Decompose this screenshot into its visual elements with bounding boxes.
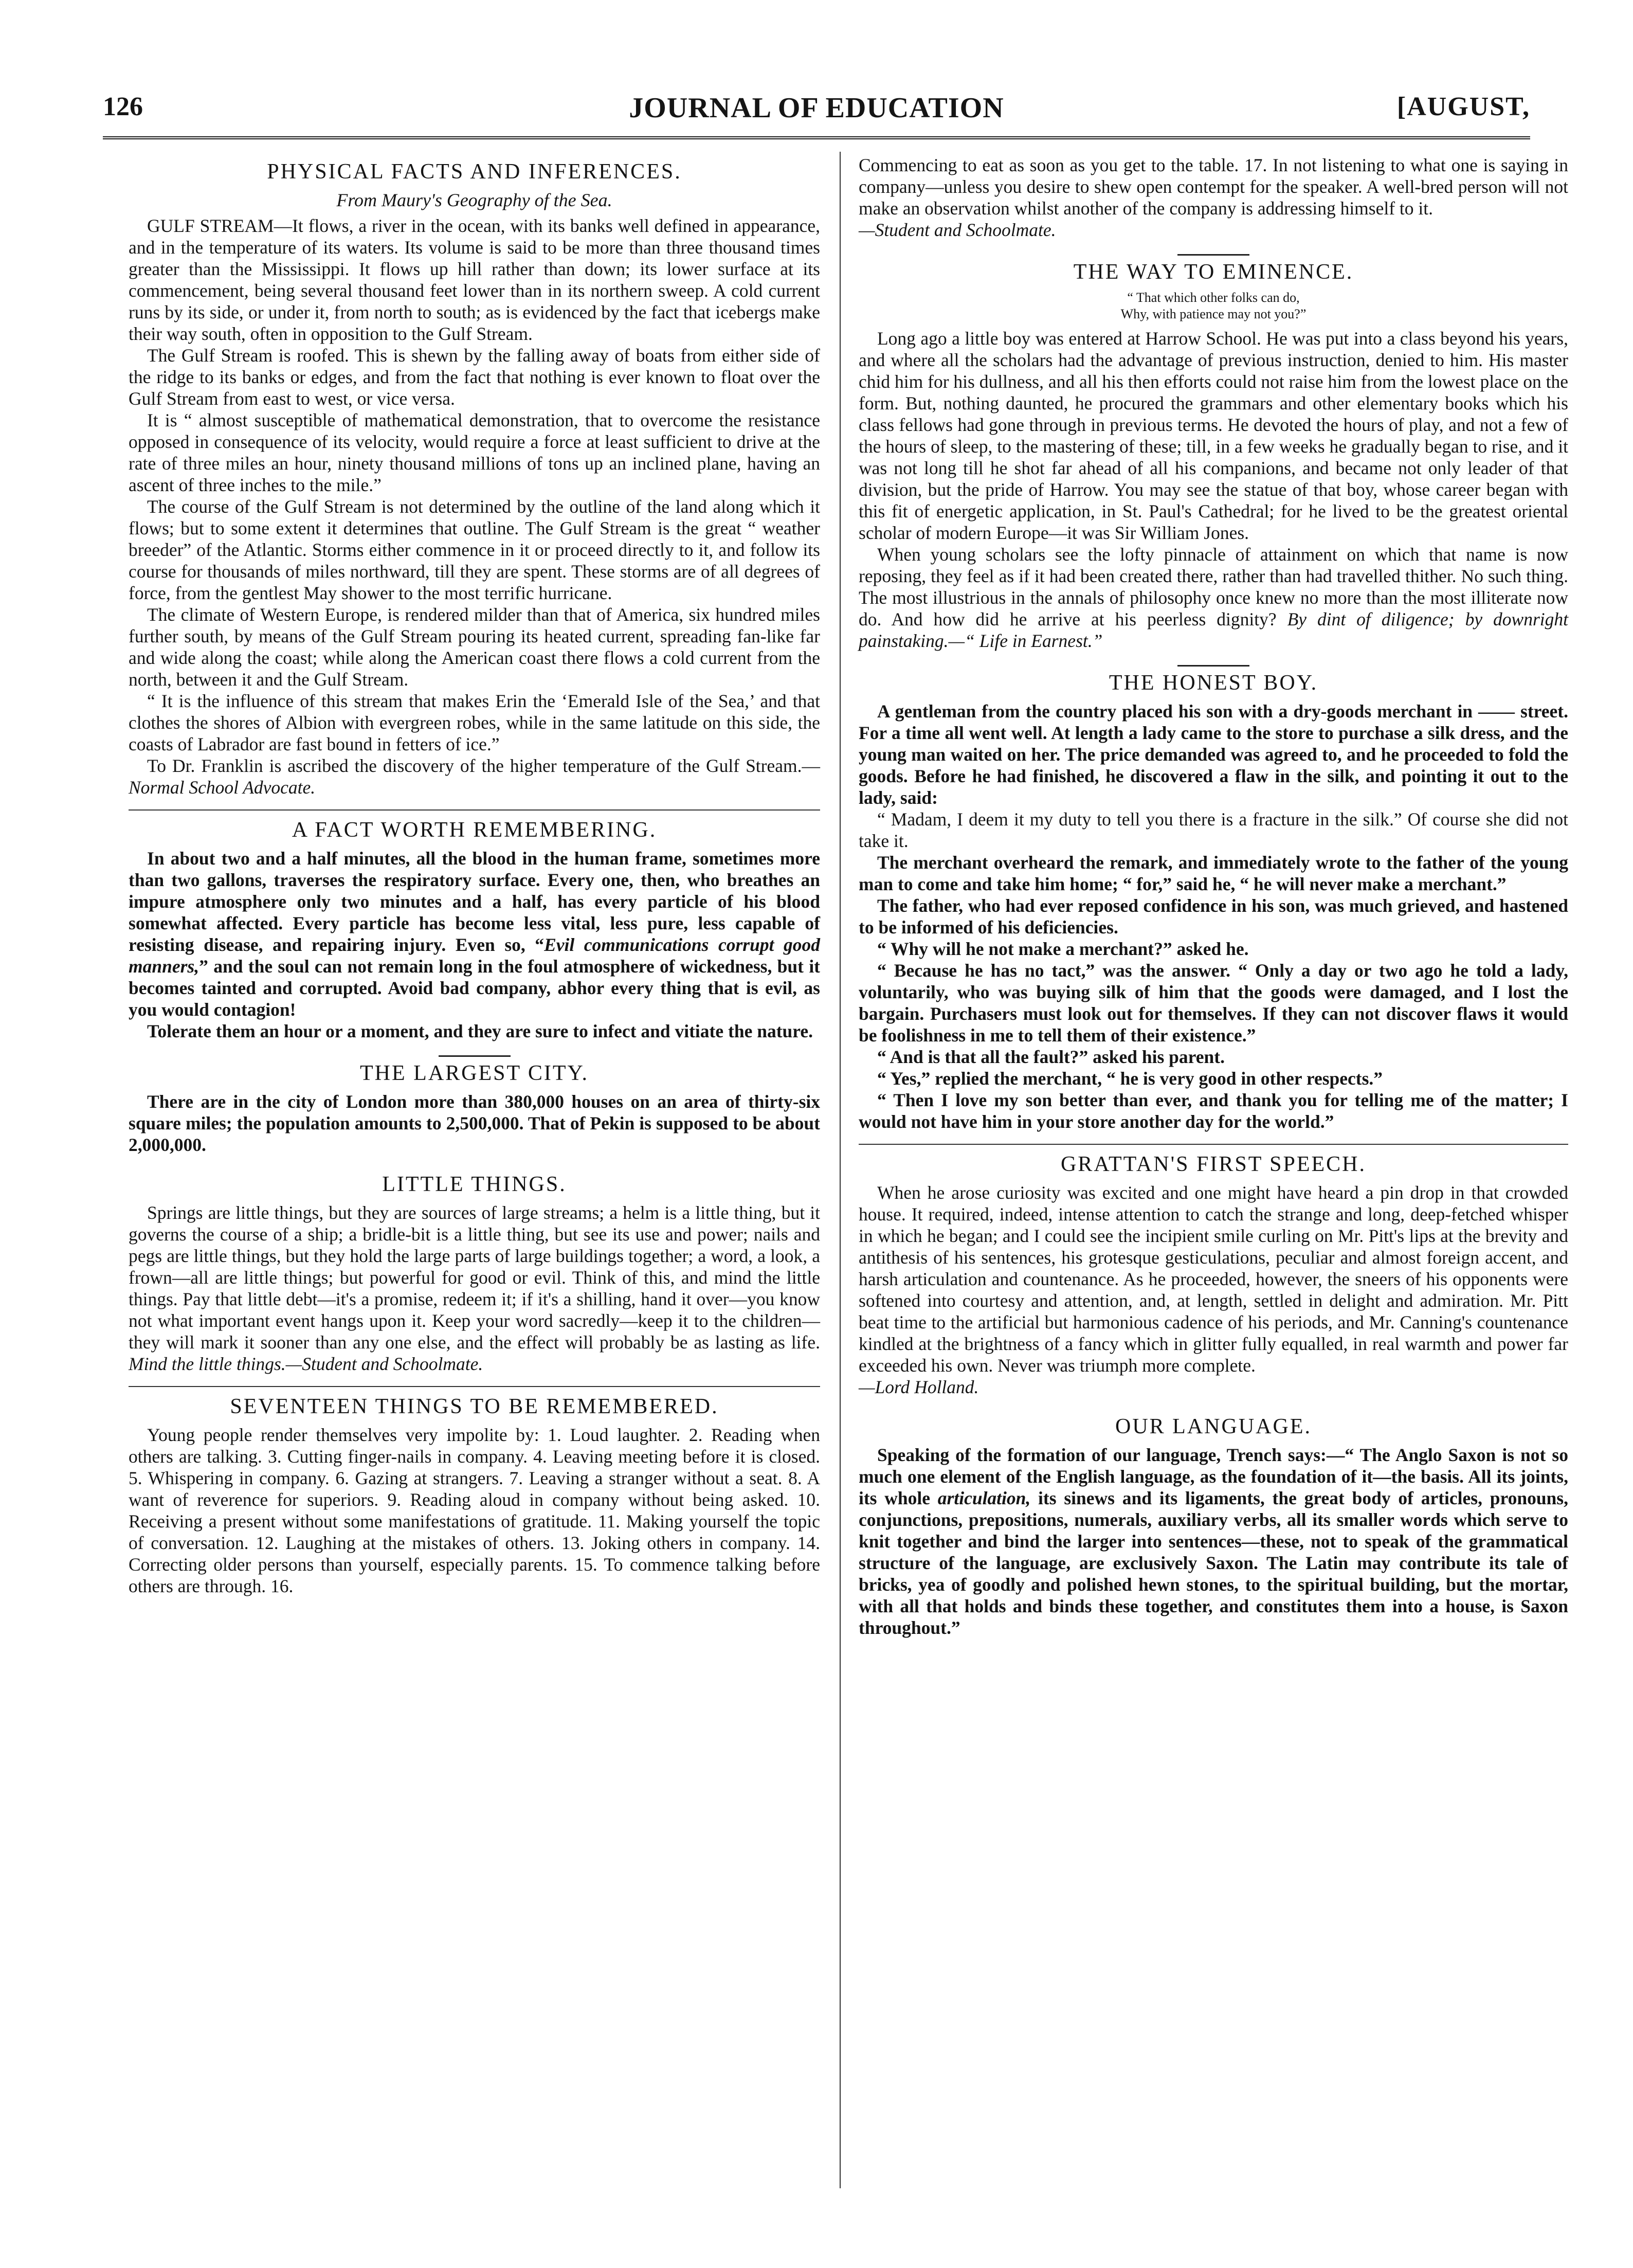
article-little-things — [129, 1172, 820, 1375]
article-separator — [129, 809, 820, 811]
article-title: OUR LANGUAGE. — [1115, 1415, 1312, 1438]
source-citation: By dint of diligence; by downright painstaking.—“ Life in Earnest.” — [859, 609, 1568, 651]
article-separator — [1177, 254, 1249, 256]
epigraph-line: Why, with patience may not you?” — [1120, 307, 1307, 321]
source-citation: —Student and Schoolmate. — [859, 220, 1056, 240]
paragraph-text: In about two and a half minutes, all the blood in the human frame, sometimes more than two gallons, traverses the respiratory surface. Every one, then, who breathes an impure atmosphere only two minutes and a half, has every particle of his blood somewhat affected. Every particle has become less vital, less pure, less capable of resisting disease, and repairing injury. Even so, “ — [129, 848, 820, 955]
right-column — [859, 154, 1568, 1645]
article-title: THE WAY TO EMINENCE. — [1073, 260, 1354, 284]
article-title: PHYSICAL FACTS AND INFERENCES. — [267, 160, 682, 184]
article-title: LITTLE THINGS. — [382, 1173, 567, 1196]
paragraph: Commencing to eat as soon as you get to the table. 17. In not listening to what one is saying in company—unless you desire to shew open contempt for the speaker. A well-bred person will not make an observation whilst another of the company is addressing himself to it. — [859, 155, 1568, 219]
paragraph: Long ago a little boy was entered at Harrow School. He was put into a class beyond his years, and where all the scholars had the advantage of previous instruction, denied to him. His master chid him for his dullness, and all his then efforts could not raise him from the lowest place on the form. But, nothing daunted, he procured the grammars and other elementary books which his class fellows had gone through in previous terms. He devoted the hours of play, and not a few of the hours of sleep, to the mastering of these; till, in a few weeks he gradually began to rise, and it was not long till he shot far ahead of all his companions, and became not only leader of that division, but the pride of Harrow. You may see the statue of that boy, whose career began with this fit of energetic application, in St. Paul's Cathedral; for he lived to be the greatest oriental scholar of modern Europe—it was Sir William Jones. — [859, 328, 1568, 543]
article-largest-city — [129, 1061, 820, 1156]
paragraph: “ It is the influence of this stream that makes Erin the ‘Emerald Isle of the Sea,’ and that clothes the shores of Albion with evergreen robes, while in the same latitude on this side, the coasts of Labrador are fast bound in fetters of ice.” — [129, 691, 820, 754]
article-way-to-eminence — [859, 260, 1568, 652]
article-separator — [1177, 665, 1249, 667]
paragraph — [129, 1202, 820, 1375]
paragraph: “ Because he has no tact,” was the answer. “ Only a day or two ago he told a lady, voluntarily, who was buying silk of him that the goods were damaged, and I lost the bargain. Purchasers must look out for themselves. If they can not discover flaws it would be foolishness in me to tell them of their existence.” — [859, 960, 1568, 1046]
quote-italic: articulation, — [937, 1488, 1031, 1508]
quote-italic: Evil communications corrupt good manners, — [129, 934, 820, 977]
paragraph: The climate of Western Europe, is rendered milder than that of America, six hundred miles further south, by means of the Gulf Stream pouring its heated current, spreading fan-like far and wide along the coast; while along the American coast there flows a cold current from the north, between it and the Gulf Stream. — [129, 604, 820, 690]
article-title: GRATTAN'S FIRST SPEECH. — [1060, 1153, 1367, 1176]
paragraph — [129, 755, 820, 798]
article-separator — [859, 1144, 1568, 1145]
paragraph: “ Then I love my son better than ever, and thank you for telling me of the matter; I would not have him in your store another day for the world.” — [859, 1090, 1568, 1132]
paragraph-text: its sinews and its ligaments, the great body of articles, pronouns, conjunctions, prepositions, numerals, auxiliary verbs, all its smaller words which serve to knit together and bind the larger into sentences—these, not to speak of the grammatical structure of the language, are exclusively Saxon. The Latin may contribute its tale of bricks, yea of goodly and polished hewn stones, to the spiritual building, but the mortar, with all that holds and binds these together, and constitutes them into a house, is Saxon throughout.” — [859, 1488, 1568, 1638]
header-month: [AUGUST, — [1396, 92, 1530, 121]
paragraph-text: To Dr. Franklin is ascribed the discovery of the higher temperature of the Gulf Stream.— — [147, 755, 820, 776]
paragraph: The course of the Gulf Stream is not determined by the outline of the land along which it flows; but to some extent it determines that outline. The Gulf Stream is the great “ weather breeder” of the Atlantic. Storms either commence in it or proceed directly to it, and follow its course for thousands of miles northward, till they are spent. These storms are of all degrees of force, from the gentlest May shower to the most terrific hurricane. — [129, 496, 820, 603]
source-citation: —Lord Holland. — [859, 1377, 979, 1397]
article-seventeen-things — [129, 1394, 820, 1597]
article-seventeen-continued — [859, 154, 1568, 241]
article-separator — [439, 1055, 511, 1057]
paragraph: There are in the city of London more than 380,000 houses on an area of thirty-six square miles; the population amounts to 2,500,000. That of Pekin is supposed to be about 2,000,000. — [129, 1091, 820, 1155]
paragraph-text: Springs are little things, but they are sources of large streams; a helm is a little thing, but it governs the course of a ship; a bridle-bit is a little thing, but see its use and power; nails and pegs are little things, but they hold the large parts of large buildings together; a word, a look, a frown—all are little things; but powerful for good or evil. Think of this, and mind the little things. Pay that little debt—it's a promise, redeem it; if it's a shilling, hand it over—you know not what important event hangs upon it. Keep your word sacredly—keep it to the children—they will mark it sooner than any one else, and the effect will probably be as lasting as life. — [129, 1202, 820, 1353]
paragraph-text: Speaking of the formation of our language, Trench says:—“ The Anglo Saxon is not so much one element of the English language, as the foundation of it—the basis. All its joints, its whole — [859, 1445, 1568, 1508]
journal-title: JOURNAL OF EDUCATION — [629, 92, 1004, 124]
article-separator — [129, 1386, 820, 1387]
article-grattan-speech — [859, 1152, 1568, 1398]
epigraph-line: “ That which other folks can do, — [1127, 290, 1300, 305]
paragraph-text: ” and the soul can not remain long in the foul atmosphere of wickedness, but it becomes tainted and corrupted. Avoid bad company, abhor every thing that is evil, as you would contagion! — [129, 956, 820, 1020]
page-number: 126 — [103, 92, 143, 121]
paragraph: “ Madam, I deem it my duty to tell you there is a fracture in the silk.” Of course she did not take it. — [859, 809, 1568, 851]
article-subtitle: From Maury's Geography of the Sea. — [336, 190, 612, 210]
source-citation: Mind the little things.—Student and Schoolmate. — [129, 1354, 483, 1374]
article-title: THE HONEST BOY. — [1109, 671, 1318, 695]
paragraph: It is “ almost susceptible of mathematical demonstration, that to overcome the resistance opposed in consequence of its velocity, would require a force at least sufficient to drive at the rate of three miles an hour, ninety thousand millions of tons up an inclined plane, having an ascent of three inches to the mile.” — [129, 410, 820, 495]
paragraph-text: When young scholars see the lofty pinnacle of attainment on which that name is now reposing, they feel as if it had been created there, rather than had travelled thither. No such thing. The most illustrious in the annals of philosophy once knew no more than the most illiterate now do. And how did he arrive at his peerless dignity? — [859, 544, 1568, 629]
paragraph: The merchant overheard the remark, and immediately wrote to the father of the young man to come and take him home; “ for,” said he, “ he will never make a merchant.” — [859, 852, 1568, 894]
paragraph: When he arose curiosity was excited and one might have heard a pin drop in that crowded house. It required, indeed, intense attention to catch the strange and long, deep-fetched whisper in which he began; and I could see the incipient smile curling on Mr. Pitt's lips at the brevity and antithesis of his sentences, his grotesque gesticulations, peculiar and almost foreign accent, and harsh articulation and countenance. As he proceeded, however, the sneers of his opponents were softened into courtesy and attention, and, at length, settled in delight and admiration. Mr. Pitt beat time to the artificial but harmonious cadence of his periods, and Mr. Canning's countenance kindled at the brightness of a fancy which in glitter fully equalled, in real warmth and power far exceeded his own. Never was triumph more complete. — [859, 1182, 1568, 1376]
paragraph: “ Why will he not make a merchant?” asked he. — [877, 939, 1249, 959]
paragraph: A gentleman from the country placed his son with a dry-goods merchant in —— street. For a time all went well. At length a lady came to the store to purchase a silk dress, and the young man waited on her. The price demanded was agreed to, and he proceeded to fold the goods. Before he had finished, he discovered a flaw in the silk, and pointing it out to the lady, said: — [859, 701, 1568, 808]
left-column — [129, 154, 820, 1603]
paragraph: “ Yes,” replied the merchant, “ he is very good in other respects.” — [877, 1068, 1383, 1089]
source-citation: Normal School Advocate. — [129, 777, 316, 798]
article-physical-facts — [129, 159, 820, 798]
epigraph — [859, 290, 1568, 322]
article-title: SEVENTEEN THINGS TO BE REMEMBERED. — [230, 1395, 719, 1418]
page-header — [103, 82, 1530, 129]
paragraph — [129, 848, 820, 1020]
paragraph — [859, 1444, 1568, 1639]
header-rule — [103, 136, 1530, 142]
paragraph: Tolerate them an hour or a moment, and they are sure to infect and vitiate the nature. — [147, 1021, 813, 1041]
paragraph: Young people render themselves very impolite by: 1. Loud laughter. 2. Reading when others are talking. 3. Cutting finger-nails in company. 4. Leaving meeting before it is closed. 5. Whispering in company. 6. Gazing at strangers. 7. Leaving a stranger without a seat. 8. A want of reverence for superiors. 9. Reading aloud in company without being asked. 10. Receiving a present without some manifestations of gratitude. 11. Making yourself the topic of conversation. 12. Laughing at the mistakes of others. 13. Joking others in company. 14. Correcting older persons than yourself, especially parents. 15. To commence talking before others are through. 16. — [129, 1425, 820, 1596]
article-title: A FACT WORTH REMEMBERING. — [292, 818, 657, 842]
paragraph: The father, who had ever reposed confidence in his son, was much grieved, and hastened to be informed of his deficiencies. — [859, 895, 1568, 938]
paragraph: GULF STREAM—It flows, a river in the ocean, with its banks well defined in appearance, and in the temperature of its waters. Its volume is said to be more than three thousand times greater than the Mississippi. It flows up hill rather than down; its lower surface at its commencement, being several thousand feet lower than in its northern sweep. A cold current runs by its side, or under it, from north to south; as is evidenced by the fact that icebergs make their way south, often in opposition to the Gulf Stream. — [129, 215, 820, 344]
article-our-language — [859, 1414, 1568, 1639]
article-title: THE LARGEST CITY. — [360, 1061, 589, 1085]
paragraph — [859, 544, 1568, 652]
paragraph: “ And is that all the fault?” asked his parent. — [877, 1047, 1225, 1067]
article-honest-boy — [859, 671, 1568, 1132]
paragraph: The Gulf Stream is roofed. This is shewn by the falling away of boats from either side of the ridge to its banks or edges, and from the fact that nothing is ever known to float over the Gulf Stream from east to west, or vice versa. — [129, 345, 820, 409]
article-fact-worth-remembering — [129, 818, 820, 1042]
column-divider — [840, 152, 841, 2188]
